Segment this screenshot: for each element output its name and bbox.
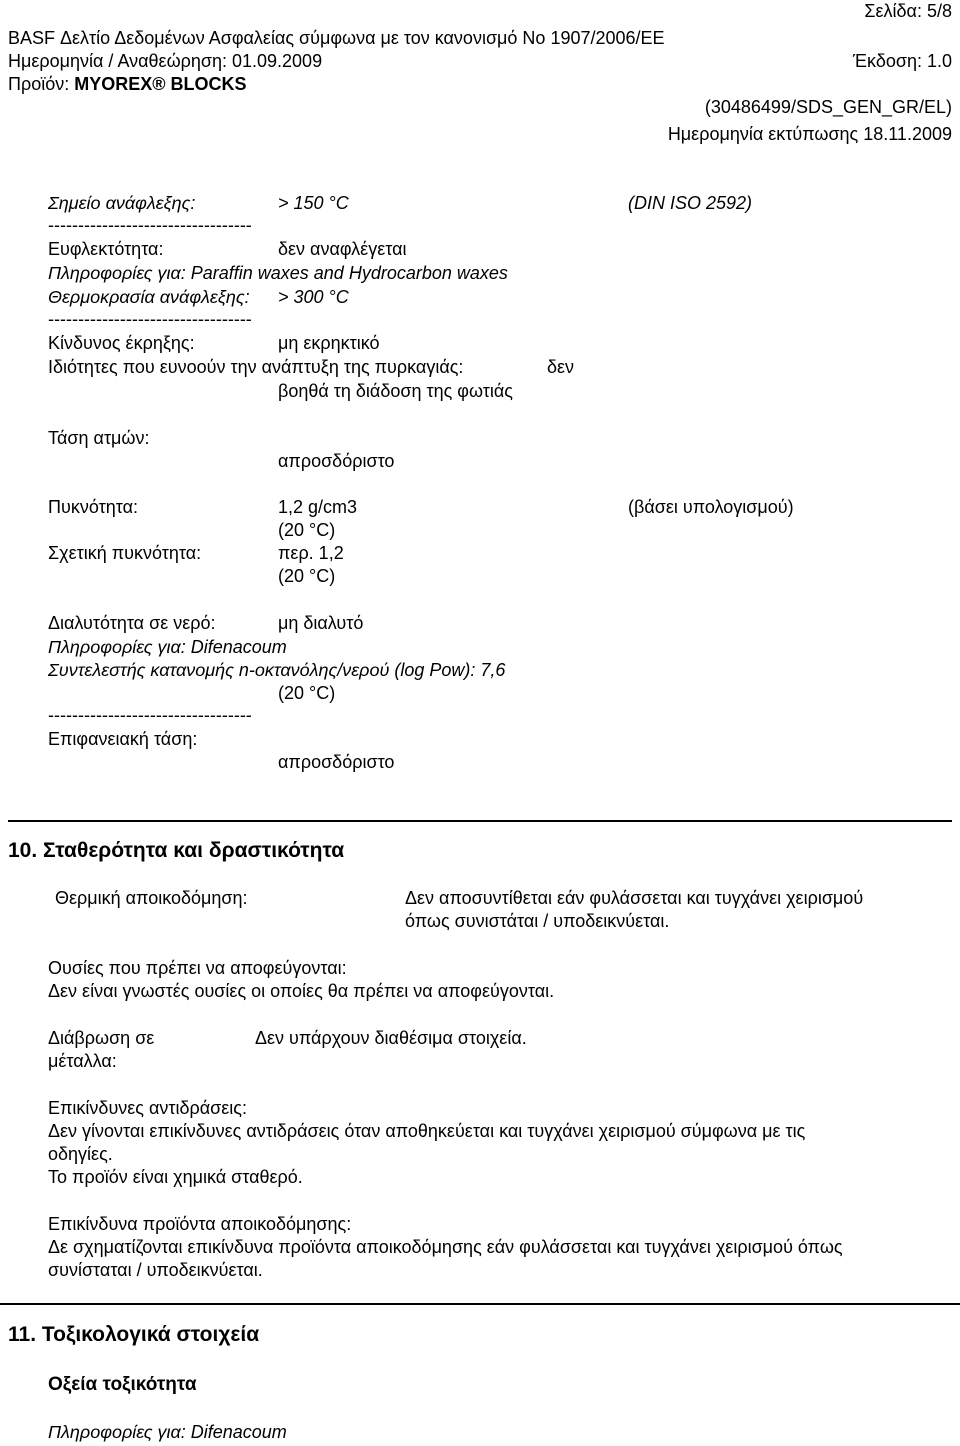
density-value: 1,2 g/cm3 [278,497,358,517]
metal-corrosion-value: Δεν υπάρχουν διαθέσιμα στοιχεία. [255,1028,527,1048]
revision-date: Ημερομηνία / Αναθεώρηση: 01.09.2009 [8,51,323,71]
explosion-value: μη εκρηκτικό [278,333,380,353]
ignition-point-label: Σημείο ανάφλεξης: [48,193,196,213]
section-11-heading: 11. Τοξικολογικά στοιχεία [8,1323,260,1346]
info-difenacoum: Πληροφορίες για: Difenacoum [48,637,287,657]
decomposition-products-label: Επικίνδυνα προϊόντα αποικοδόμησης: [48,1214,352,1234]
metal-corrosion-label-cont: μέταλλα: [48,1051,117,1071]
relative-density-temperature: (20 °C) [278,566,336,586]
separator: ---------------------------------- [48,215,252,235]
density-label: Πυκνότητα: [48,497,138,517]
thermal-decomposition-value-cont: όπως συνιστάται / υποδεικνύεται. [405,911,670,931]
fire-properties-value-cont: βοηθά τη διάδοση της φωτιάς [278,381,513,401]
product-name: MYOREX® BLOCKS [74,74,247,94]
fire-properties-label: Ιδιότητες που ευνοούν την ανάπτυξη της πυρκαγιάς: [48,357,464,377]
hazardous-reactions-value: Δεν γίνονται επικίνδυνες αντιδράσεις όταν αποθηκεύεται και τυγχάνει χειρισμού σύμφωνα με τις [48,1121,806,1141]
surface-tension-label: Επιφανειακή τάση: [48,729,198,749]
relative-density-value: περ. 1,2 [278,543,344,563]
section-10-heading: 10. Σταθερότητα και δραστικότητα [8,839,345,862]
acute-toxicity-heading: Οξεία τοξικότητα [48,1374,197,1395]
print-date: Ημερομηνία εκτύπωσης 18.11.2009 [667,124,952,144]
solubility-label: Διαλυτότητα σε νερό: [48,613,216,633]
decomposition-products-value: Δε σχηματίζονται επικίνδυνα προϊόντα αποικοδόμησης εάν φυλάσσεται και τυγχάνει χειρισμού όπως [48,1237,843,1257]
document-title: BASF Δελτίο Δεδομένων Ασφαλείας σύμφωνα με τον κανονισμό Νο 1907/2006/ΕΕ [8,28,665,48]
fire-properties-value: δεν [547,357,575,377]
section-divider [0,1303,960,1305]
product-label: Προϊόν: [8,74,75,94]
hazardous-reactions-label: Επικίνδυνες αντιδράσεις: [48,1098,247,1118]
density-temperature: (20 °C) [278,520,336,540]
vapour-pressure-label: Τάση ατμών: [48,428,150,448]
section-divider [8,820,952,822]
explosion-label: Κίνδυνος έκρηξης: [48,333,195,353]
info-paraffin: Πληροφορίες για: Paraffin waxes and Hydrocarbon waxes [48,263,508,283]
vapour-pressure-value: απροσδόριστο [278,451,395,471]
page-number: Σελίδα: 5/8 [864,1,952,21]
metal-corrosion-label: Διάβρωση σε [48,1028,155,1048]
ignition-point-method: (DIN ISO 2592) [628,193,753,213]
decomposition-products-value-cont: συνίσταται / υποδεικνύεται. [48,1260,263,1280]
partition-coefficient: Συντελεστής κατανομής n-οκτανόλης/νερού (log Pow): 7,6 [48,660,506,680]
density-method: (βάσει υπολογισμού) [628,497,794,517]
flammability-value: δεν αναφλέγεται [278,239,407,259]
partition-temperature: (20 °C) [278,683,336,703]
document-code: (30486499/SDS_GEN_GR/EL) [704,97,952,117]
separator: ---------------------------------- [48,705,252,725]
version: Έκδοση: 1.0 [852,51,952,71]
product-line [8,73,247,95]
solubility-value: μη διαλυτό [278,613,364,633]
substances-to-avoid-value: Δεν είναι γνωστές ουσίες οι οποίες θα πρέπει να αποφεύγονται. [48,981,555,1001]
info-difenacoum-toxicity: Πληροφορίες για: Difenacoum [48,1422,287,1442]
hazardous-reactions-value-cont: οδηγίες. [48,1144,113,1164]
thermal-decomposition-label: Θερμική αποικοδόμηση: [55,888,248,908]
thermal-decomposition-value: Δεν αποσυντίθεται εάν φυλάσσεται και τυγχάνει χειρισμού [405,888,864,908]
flammability-label: Ευφλεκτότητα: [48,239,164,259]
chemical-stability: Το προϊόν είναι χημικά σταθερό. [48,1167,303,1187]
surface-tension-value: απροσδόριστο [278,752,395,772]
separator: ---------------------------------- [48,309,252,329]
ignition-point-value: > 150 °C [278,193,349,213]
autoignition-value: > 300 °C [278,287,349,307]
substances-to-avoid-label: Ουσίες που πρέπει να αποφεύγονται: [48,958,347,978]
autoignition-label: Θερμοκρασία ανάφλεξης: [48,287,250,307]
relative-density-label: Σχετική πυκνότητα: [48,543,202,563]
